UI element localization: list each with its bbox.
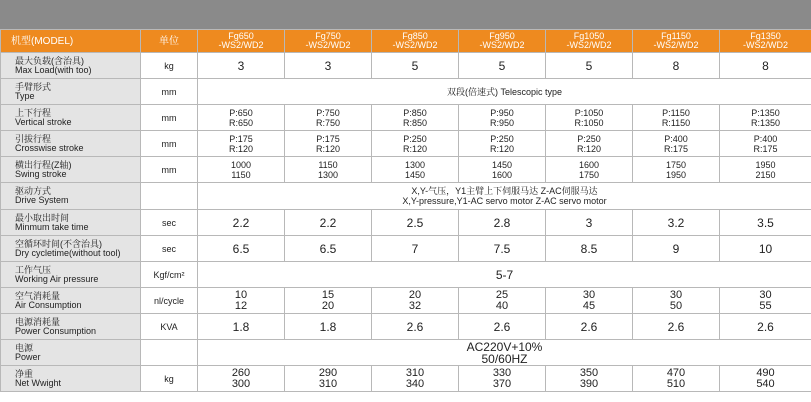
- row-max-load: [1, 53, 811, 79]
- cell-value: 2.6: [720, 314, 811, 340]
- header-model: Fg850 -WS2/WD2: [372, 30, 459, 53]
- cell-value: 350 390: [546, 366, 633, 392]
- cell-value: 3: [198, 53, 285, 79]
- row-drive-system: [1, 183, 811, 210]
- row-label: 净重 Net Wwight: [1, 366, 141, 392]
- cell-value: 25 40: [459, 288, 546, 314]
- cell-value: 2.2: [285, 210, 372, 236]
- row-unit: mm: [141, 105, 198, 131]
- row-unit: nl/cycle: [141, 288, 198, 314]
- row-unit: mm: [141, 131, 198, 157]
- cell-value: P:750 R:750: [285, 105, 372, 131]
- cell-value: 1.8: [285, 314, 372, 340]
- row-unit: [141, 183, 198, 210]
- row-min-take-time: [1, 210, 811, 236]
- row-vertical-stroke: [1, 105, 811, 131]
- header-model: Fg750 -WS2/WD2: [285, 30, 372, 53]
- cell-value: P:850 R:850: [372, 105, 459, 131]
- cell-value: 2.6: [546, 314, 633, 340]
- cell-value: 9: [633, 236, 720, 262]
- header-row: [1, 30, 811, 53]
- cell-value: 6.5: [198, 236, 285, 262]
- cell-value: 2.6: [459, 314, 546, 340]
- row-net-weight: [1, 366, 811, 392]
- cell-value: P:1350 R:1350: [720, 105, 811, 131]
- row-dry-cycle: [1, 236, 811, 262]
- cell-value: P:250 R:120: [459, 131, 546, 157]
- cell-value: P:400 R:175: [633, 131, 720, 157]
- cell-value: 490 540: [720, 366, 811, 392]
- header-model: Fg1150 -WS2/WD2: [633, 30, 720, 53]
- cell-value: 1600 1750: [546, 157, 633, 183]
- row-label: 电源消耗量 Power Consumption: [1, 314, 141, 340]
- row-power: [1, 340, 811, 366]
- cell-value: 30 50: [633, 288, 720, 314]
- cell-value: 3: [285, 53, 372, 79]
- header-model: Fg1050 -WS2/WD2: [546, 30, 633, 53]
- cell-value: 6.5: [285, 236, 372, 262]
- cell-value: 30 45: [546, 288, 633, 314]
- row-label: 驱动方式 Drive System: [1, 183, 141, 210]
- cell-value: 260 300: [198, 366, 285, 392]
- cell-value: 10 12: [198, 288, 285, 314]
- cell-value: 2.6: [633, 314, 720, 340]
- row-unit: kg: [141, 53, 198, 79]
- cell-value: 1950 2150: [720, 157, 811, 183]
- cell-value: 10: [720, 236, 811, 262]
- cell-value: 8: [720, 53, 811, 79]
- row-unit: mm: [141, 157, 198, 183]
- header-model: Fg950 -WS2/WD2: [459, 30, 546, 53]
- cell-value: 8: [633, 53, 720, 79]
- header-model: Fg1350 -WS2/WD2: [720, 30, 811, 53]
- cell-value: 15 20: [285, 288, 372, 314]
- cell-value: 5: [459, 53, 546, 79]
- top-banner: [0, 0, 811, 29]
- cell-merged: 双段(倍速式) Telescopic type: [198, 79, 811, 105]
- header-param: 机型(MODEL): [1, 30, 141, 53]
- row-label: 电源 Power: [1, 340, 141, 366]
- row-unit: kg: [141, 366, 198, 392]
- row-crosswise-stroke: [1, 131, 811, 157]
- cell-value: P:400 R:175: [720, 131, 811, 157]
- cell-value: 8.5: [546, 236, 633, 262]
- cell-value: 1000 1150: [198, 157, 285, 183]
- cell-value: 5: [546, 53, 633, 79]
- row-unit: KVA: [141, 314, 198, 340]
- row-unit: Kgf/cm²: [141, 262, 198, 288]
- header-model: Fg650 -WS2/WD2: [198, 30, 285, 53]
- row-label: 横出行程(Z轴) Swing stroke: [1, 157, 141, 183]
- row-label: 空气消耗量 Air Consumption: [1, 288, 141, 314]
- cell-value: 7: [372, 236, 459, 262]
- cell-value: 2.2: [198, 210, 285, 236]
- row-label: 手臂形式 Type: [1, 79, 141, 105]
- row-swing-stroke: [1, 157, 811, 183]
- cell-value: P:175 R:120: [198, 131, 285, 157]
- cell-value: 2.5: [372, 210, 459, 236]
- cell-merged: 5-7: [198, 262, 811, 288]
- cell-value: 1.8: [198, 314, 285, 340]
- cell-value: 5: [372, 53, 459, 79]
- cell-value: 470 510: [633, 366, 720, 392]
- cell-value: 310 340: [372, 366, 459, 392]
- cell-value: P:1050 R:1050: [546, 105, 633, 131]
- cell-value: 2.6: [372, 314, 459, 340]
- cell-value: 2.8: [459, 210, 546, 236]
- row-air-consumption: [1, 288, 811, 314]
- cell-merged: AC220V+10% 50/60HZ: [198, 340, 811, 366]
- cell-value: P:950 R:950: [459, 105, 546, 131]
- header-unit: 单位: [141, 30, 198, 53]
- row-power-consumption: [1, 314, 811, 340]
- row-unit: sec: [141, 236, 198, 262]
- row-label: 空循环时间(不含治具) Dry cycletime(without tool): [1, 236, 141, 262]
- cell-value: 1450 1600: [459, 157, 546, 183]
- cell-value: 30 55: [720, 288, 811, 314]
- cell-value: P:175 R:120: [285, 131, 372, 157]
- spec-table: [0, 29, 811, 392]
- row-label: 上下行程 Vertical stroke: [1, 105, 141, 131]
- cell-value: 3.2: [633, 210, 720, 236]
- row-label: 最大负载(含治具) Max Load(with too): [1, 53, 141, 79]
- cell-value: 1300 1450: [372, 157, 459, 183]
- cell-value: P:650 R:650: [198, 105, 285, 131]
- cell-merged: X,Y-气压，Y1主臂上下伺服马达 Z-AC伺服马达 X,Y-pressure,Y1-AC servo motor Z-AC servo motor: [198, 183, 811, 210]
- cell-value: 1750 1950: [633, 157, 720, 183]
- cell-value: 7.5: [459, 236, 546, 262]
- cell-value: 1150 1300: [285, 157, 372, 183]
- row-air-pressure: [1, 262, 811, 288]
- row-label: 最小取出时间 Minmum take time: [1, 210, 141, 236]
- cell-value: P:250 R:120: [546, 131, 633, 157]
- row-label: 引拔行程 Crosswise stroke: [1, 131, 141, 157]
- row-arm-type: [1, 79, 811, 105]
- row-unit: mm: [141, 79, 198, 105]
- cell-value: 330 370: [459, 366, 546, 392]
- cell-value: 290 310: [285, 366, 372, 392]
- row-unit: [141, 340, 198, 366]
- cell-value: 20 32: [372, 288, 459, 314]
- cell-value: 3: [546, 210, 633, 236]
- cell-value: P:1150 R:1150: [633, 105, 720, 131]
- cell-value: P:250 R:120: [372, 131, 459, 157]
- row-unit: sec: [141, 210, 198, 236]
- row-label: 工作气压 Working Air pressure: [1, 262, 141, 288]
- cell-value: 3.5: [720, 210, 811, 236]
